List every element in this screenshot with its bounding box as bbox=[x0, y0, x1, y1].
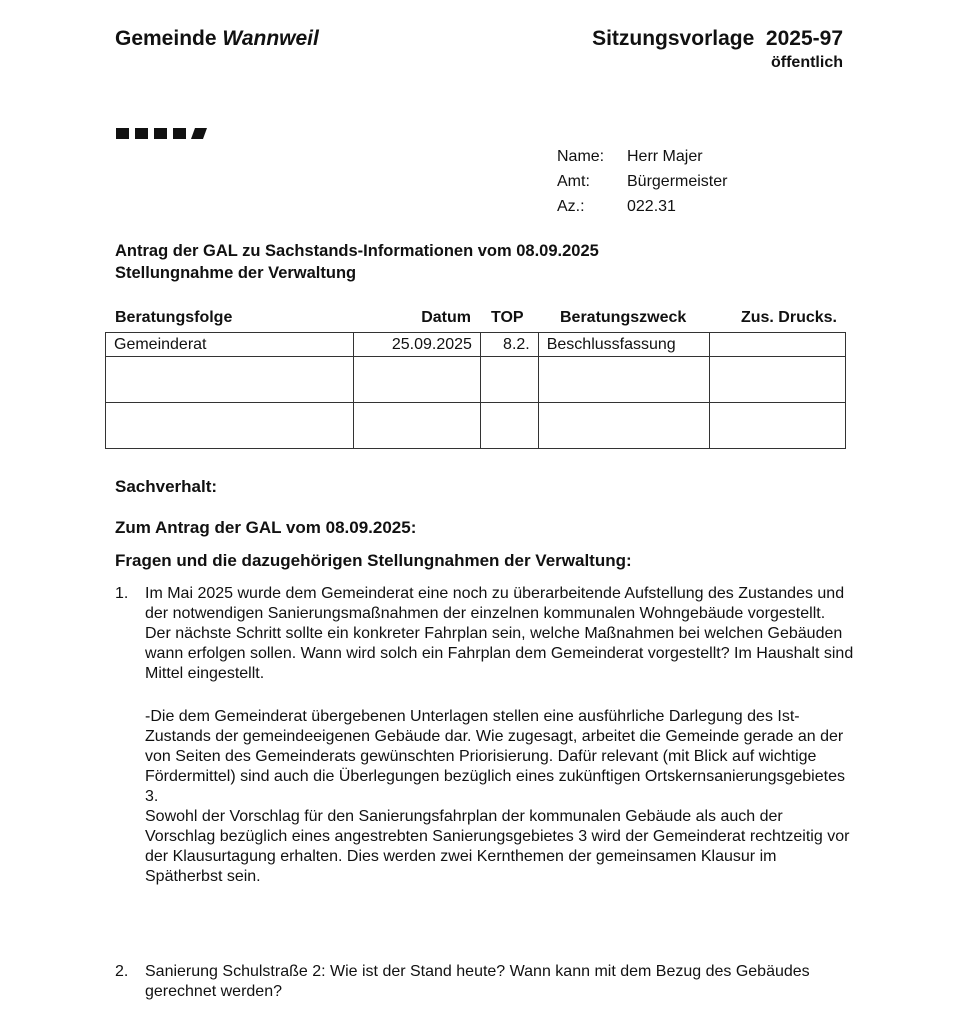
municipality-name: Wannweil bbox=[222, 27, 319, 50]
cell-datum: 25.09.2025 bbox=[354, 333, 481, 357]
document-type-number: Sitzungsvorlage 2025-97 bbox=[592, 27, 843, 50]
municipality-title bbox=[115, 27, 319, 51]
subject-line-2: Stellungnahme der Verwaltung bbox=[115, 264, 357, 282]
cell-beratungszweck: Beschlussfassung bbox=[538, 333, 710, 357]
document-subject bbox=[115, 240, 599, 284]
item-number: 1. bbox=[115, 585, 129, 602]
logo-square-icon bbox=[135, 128, 148, 139]
municipality-prefix: Gemeinde bbox=[115, 27, 217, 50]
table-row bbox=[106, 357, 846, 403]
question-item-2 bbox=[115, 962, 855, 1002]
meta-row-office bbox=[557, 169, 727, 194]
cell-zus-drucks bbox=[710, 333, 846, 357]
header-datum: Datum bbox=[421, 309, 471, 326]
section-heading: Sachverhalt: bbox=[115, 477, 218, 496]
cell-beratungszweck bbox=[538, 357, 710, 403]
table-row bbox=[106, 403, 846, 449]
meta-value: Herr Majer bbox=[627, 148, 703, 165]
header-zus-drucks: Zus. Drucks. bbox=[740, 309, 837, 326]
logo-square-icon bbox=[154, 128, 167, 139]
consultation-table bbox=[105, 332, 846, 449]
cell-beratungsfolge bbox=[106, 357, 354, 403]
visibility-label: öffentlich bbox=[771, 54, 843, 71]
logo-square-icon bbox=[116, 128, 129, 139]
item-question: Im Mai 2025 wurde dem Gemeinderat eine noch zu überarbeitende Aufstellung des Zustandes und der notwendigen Sanierungsmaßnahmen der einzelnen kommunalen Wohngebäude vorgestellt. Der nächste Schritt sollte ein konkreter Fahrplan sein, welche Maßnahmen bei welchen Gebäuden wann erfolgen sollen. Wann wird solch ein Fahrplan dem Gemeinderat vorgestellt? Im Haushalt sind Mittel eingestellt. bbox=[145, 585, 854, 682]
meta-label: Amt: bbox=[557, 173, 590, 190]
municipality-logo-icon bbox=[116, 128, 205, 139]
answer-paragraph-1: -Die dem Gemeinderat übergebenen Unterlagen stellen eine ausführliche Darlegung des Ist-Zustands der gemeindeeigenen Gebäude dar. Wie zugesagt, arbeitet die Gemeinde gerade an der von Seiten des Gemeinderats gewünschten Priorisierung. Dafür relevant (mit Blick auf wichtige Fördermittel) sind auch die Überlegungen bezüglich eines zukünftigen Ortskernsanierungsgebietes 3. bbox=[145, 708, 845, 805]
cell-datum bbox=[354, 403, 481, 449]
cell-beratungsfolge: Gemeinderat bbox=[106, 333, 354, 357]
cell-beratungsfolge bbox=[106, 403, 354, 449]
author-meta bbox=[557, 144, 727, 219]
meta-label: Az.: bbox=[557, 198, 585, 215]
cell-top: 8.2. bbox=[480, 333, 538, 357]
logo-square-icon bbox=[173, 128, 186, 139]
header-beratungszweck: Beratungszweck bbox=[560, 309, 687, 326]
meta-value: 022.31 bbox=[627, 198, 676, 215]
meta-row-name bbox=[557, 144, 727, 169]
answer-paragraph-2: Sowohl der Vorschlag für den Sanierungsfahrplan der kommunalen Gebäude als auch der Vorschlag bezüglich eines angestrebten Sanierungsgebietes 3 wird der Gemeinderat rechtzeitig vor der Klausurtagung erhalten. Dies werden zwei Kernthemen der gemeinsamen Klausur im Spätherbst sein. bbox=[145, 808, 850, 885]
table-row bbox=[106, 333, 846, 357]
cell-zus-drucks bbox=[710, 357, 846, 403]
meta-value: Bürgermeister bbox=[627, 173, 728, 190]
subheading-request: Zum Antrag der GAL vom 08.09.2025: bbox=[115, 518, 417, 537]
meta-label: Name: bbox=[557, 148, 605, 165]
header-top: TOP bbox=[491, 309, 524, 326]
logo-slant-icon bbox=[191, 128, 207, 139]
subject-line-1: Antrag der GAL zu Sachstands-Informationen vom 08.09.2025 bbox=[115, 242, 599, 260]
header-beratungsfolge: Beratungsfolge bbox=[115, 309, 233, 326]
cell-zus-drucks bbox=[710, 403, 846, 449]
cell-datum bbox=[354, 357, 481, 403]
question-item-1 bbox=[115, 584, 855, 684]
meta-row-reference bbox=[557, 194, 727, 219]
cell-top bbox=[480, 357, 538, 403]
item-question: Sanierung Schulstraße 2: Wie ist der Stand heute? Wann kann mit dem Bezug des Gebäudes gerechnet werden? bbox=[145, 963, 810, 1000]
cell-beratungszweck bbox=[538, 403, 710, 449]
item-number: 2. bbox=[115, 963, 129, 980]
cell-top bbox=[480, 403, 538, 449]
consultation-table-header bbox=[115, 309, 846, 329]
subheading-questions: Fragen und die dazugehörigen Stellungnahmen der Verwaltung: bbox=[115, 551, 632, 570]
